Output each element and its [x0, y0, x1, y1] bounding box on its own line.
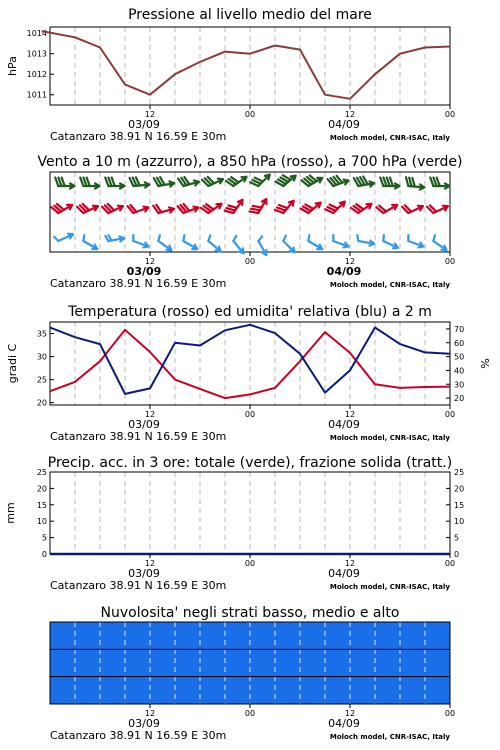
wind-barb [225, 200, 243, 213]
wind-barb [275, 201, 294, 213]
wind-barb [183, 235, 197, 249]
barb-stroke [108, 235, 111, 240]
barb-stroke [183, 235, 184, 241]
time-tick-label: 00 [444, 559, 456, 568]
time-tick-label: 00 [444, 110, 456, 119]
y-tick-label: 0 [41, 550, 47, 559]
barb-stroke [383, 235, 384, 241]
wind-barb [354, 177, 374, 187]
pressure-line [42, 31, 450, 99]
barb-stroke [308, 235, 309, 241]
date-label: 03/09 [128, 118, 160, 131]
barb-stroke [169, 207, 174, 208]
model-credit: Moloch model, CNR-ISAC, Italy [329, 434, 450, 442]
location-label: Catanzaro 38.91 N 16.59 E 30m [50, 729, 227, 742]
barb-stroke [283, 236, 286, 241]
wind-barb [208, 235, 220, 251]
wind-barb [380, 178, 399, 189]
wind-barb [226, 177, 246, 186]
barb-stroke [443, 206, 448, 207]
y-tick-label: 15 [36, 500, 47, 510]
wind-barb [55, 178, 74, 189]
y-axis-label: mm [4, 502, 17, 524]
wind-barb [105, 178, 124, 189]
wind-barb [376, 205, 397, 213]
barb-stroke [265, 175, 270, 176]
panel-title: Vento a 10 m (azzurro), a 850 hPa (rosso), a 700 hPa (verde) [37, 154, 463, 170]
wind-barb [283, 236, 294, 253]
location-label: Catanzaro 38.91 N 16.59 E 30m [50, 579, 227, 592]
barb-stroke [412, 178, 414, 187]
barb-stroke [243, 248, 244, 253]
y-tick-label: 25 [36, 468, 47, 477]
location-label: Catanzaro 38.91 N 16.59 E 30m [50, 130, 227, 143]
wind-barb [178, 177, 199, 186]
barb-stroke [258, 236, 262, 241]
panel-title: Temperatura (rosso) ed umidita' relativa (blu) a 2 m [68, 304, 432, 320]
barb-stroke [118, 206, 123, 207]
wind-barb [54, 234, 73, 241]
y-tick-label: 1012 [26, 70, 47, 80]
date-label: 03/09 [128, 717, 160, 730]
barb-stroke [291, 176, 296, 177]
barb-stroke [293, 247, 294, 252]
barb-stroke [193, 207, 198, 208]
barb-stroke [233, 236, 236, 241]
y-axis-label: gradi C [6, 343, 19, 384]
y-tick-label: 1014 [26, 29, 47, 39]
wind-barb [130, 177, 150, 187]
barb-stroke [225, 211, 234, 213]
barb-stroke [54, 237, 58, 241]
barb-stroke [143, 207, 148, 208]
y-tick-label-right: 50 [454, 352, 465, 362]
wind-barb [83, 235, 97, 249]
time-tick-label: 12 [344, 110, 356, 119]
barb-stroke [253, 206, 262, 208]
date-label: 04/09 [326, 265, 362, 278]
panel-title: Nuvolosita' negli strati basso, medio e alto [100, 605, 400, 621]
barb-stroke [249, 211, 258, 213]
barb-stroke [219, 247, 221, 252]
barb-stroke [194, 180, 199, 181]
date-label: 03/09 [128, 418, 160, 431]
barb-stroke [68, 234, 73, 235]
y-tick-label-right: 60 [454, 338, 465, 348]
y-tick-label: 35 [36, 329, 47, 339]
y-tick-label-right: 25 [454, 468, 465, 477]
y-tick-label: 20 [36, 484, 47, 494]
barb-stroke [343, 180, 348, 181]
date-label: 04/09 [328, 717, 360, 730]
wind-barb [430, 178, 449, 189]
barb-stroke [83, 235, 84, 241]
wind-barb [80, 178, 99, 189]
date-label: 04/09 [328, 118, 360, 131]
y-tick-label-right: 20 [454, 394, 465, 404]
model-credit: Moloch model, CNR-ISAC, Italy [329, 733, 450, 741]
time-tick-label: 00 [244, 110, 256, 119]
barb-stroke [316, 203, 321, 204]
wind-barb [301, 175, 322, 186]
barb-stroke [409, 178, 411, 187]
model-credit: Moloch model, CNR-ISAC, Italy [329, 583, 450, 591]
barb-stroke [218, 179, 223, 180]
wind-barb [102, 204, 123, 213]
wind-barb [328, 176, 349, 186]
date-label: 03/09 [126, 265, 162, 278]
time-tick-label: 12 [144, 709, 156, 718]
wind-barb [105, 235, 124, 241]
wind-barb [357, 235, 374, 245]
wind-barb [351, 204, 371, 213]
barb-stroke [105, 236, 108, 241]
barb-stroke [340, 202, 345, 203]
y-tick-label-right: 5 [454, 533, 460, 543]
y-tick-label: 5 [41, 533, 47, 543]
time-tick-label: 00 [444, 410, 456, 419]
y-axis-label-right: % [479, 358, 492, 369]
y-tick-label-right: 20 [454, 484, 465, 494]
date-label: 04/09 [328, 567, 360, 580]
location-label: Catanzaro 38.91 N 16.59 E 30m [50, 430, 227, 443]
model-credit: Moloch model, CNR-ISAC, Italy [329, 281, 450, 289]
location-label: Catanzaro 38.91 N 16.59 E 30m [50, 277, 227, 290]
wind-barb [202, 177, 223, 186]
barb-stroke [406, 177, 408, 186]
barb-stroke [208, 235, 210, 241]
barb-stroke [226, 208, 235, 210]
barb-stroke [289, 201, 294, 203]
barb-stroke [228, 205, 237, 207]
wind-barb [128, 205, 149, 213]
wind-barb [249, 199, 266, 213]
wind-barb [427, 205, 448, 213]
y-tick-label: 30 [36, 352, 47, 362]
wind-barb [402, 205, 423, 213]
wind-barb [233, 236, 243, 253]
wind-barb [154, 177, 174, 186]
y-tick-label: 20 [36, 398, 47, 408]
y-tick-label-right: 70 [454, 324, 465, 334]
time-tick-label: 00 [244, 410, 256, 419]
wind-barb [325, 202, 344, 213]
y-tick-label-right: 15 [454, 500, 465, 510]
panel-title: Pressione al livello medio del mare [128, 7, 372, 23]
time-tick-label: 12 [344, 559, 356, 568]
y-tick-label: 25 [36, 375, 47, 385]
y-axis-label: hPa [6, 56, 19, 76]
barb-stroke [158, 235, 160, 241]
wind-barb [178, 204, 199, 213]
time-tick-label: 00 [244, 709, 256, 718]
time-tick-label: 00 [444, 257, 456, 266]
wind-barb [408, 235, 423, 247]
barb-stroke [251, 209, 260, 211]
barb-stroke [418, 206, 423, 207]
barb-stroke [93, 206, 98, 207]
time-tick-label: 00 [244, 559, 256, 568]
model-credit: Moloch model, CNR-ISAC, Italy [329, 134, 450, 142]
wind-barb [153, 205, 174, 213]
y-tick-label: 10 [36, 517, 47, 527]
wind-barb [276, 175, 296, 186]
time-tick-label: 12 [344, 709, 356, 718]
time-tick-label: 12 [344, 410, 356, 419]
wind-barb [406, 177, 424, 189]
wind-barb [301, 203, 321, 213]
y-tick-label: 1013 [26, 49, 47, 59]
wind-barb [201, 204, 221, 213]
y-tick-label-right: 40 [454, 366, 465, 376]
wind-barb [433, 235, 446, 250]
wind-barb [77, 204, 98, 213]
time-tick-label: 12 [144, 559, 156, 568]
y-tick-label-right: 0 [454, 550, 460, 559]
date-label: 04/09 [328, 418, 360, 431]
barb-stroke [357, 235, 358, 241]
time-tick-label: 12 [144, 410, 156, 419]
wind-barb [158, 235, 171, 250]
date-label: 03/09 [128, 567, 160, 580]
wind-barb [133, 235, 148, 247]
time-tick-label: 12 [144, 110, 156, 119]
wind-barb [383, 235, 398, 248]
time-tick-label: 12 [344, 257, 356, 266]
time-tick-label: 00 [444, 709, 456, 718]
wind-barb [308, 235, 322, 249]
barb-stroke [433, 235, 435, 241]
wind-barb [51, 204, 72, 213]
y-tick-label: 1011 [26, 90, 47, 100]
y-tick-label-right: 10 [454, 517, 465, 527]
y-tick-label-right: 30 [454, 380, 465, 390]
time-tick-label: 00 [244, 257, 256, 266]
wind-barb [250, 175, 269, 186]
time-tick-label: 12 [144, 257, 156, 266]
wind-barb [333, 235, 348, 247]
panel-title: Precip. acc. in 3 ore: totale (verde), frazione solida (tratt.) [47, 455, 453, 471]
